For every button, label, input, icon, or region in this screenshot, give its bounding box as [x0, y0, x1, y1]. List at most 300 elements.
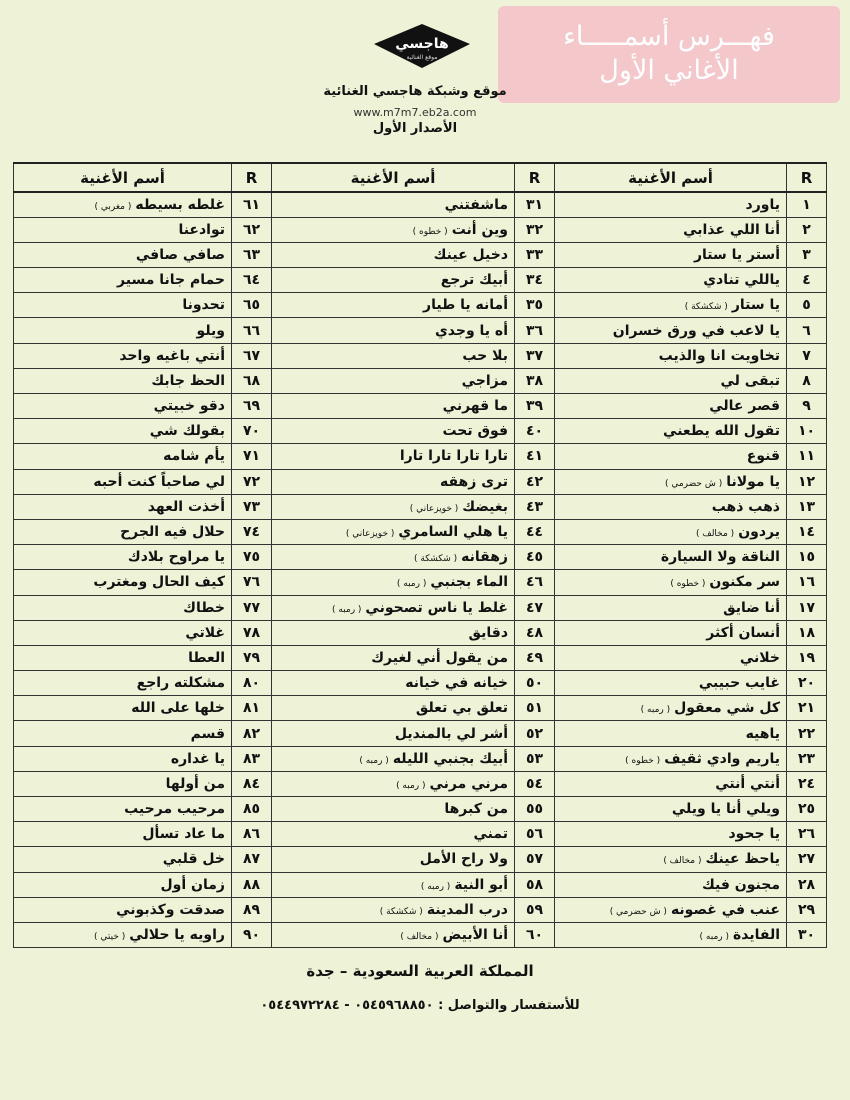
song-name: ولا راح الأمل — [419, 851, 508, 868]
song-name-cell — [272, 671, 515, 696]
song-number: ١٤ — [787, 519, 827, 544]
song-name: يا ستار — [731, 297, 780, 314]
song-name: صافي صافي — [135, 246, 225, 263]
song-name-cell — [555, 268, 787, 293]
song-name-cell — [272, 570, 515, 595]
song-name: غايب حبيبي — [698, 675, 780, 692]
song-name: مجنون فيك — [702, 876, 780, 893]
song-name-cell — [272, 847, 515, 872]
table-row — [14, 394, 827, 419]
song-name: ياهيه — [745, 725, 780, 742]
song-style-tag: ( مخالف ) — [663, 856, 702, 867]
song-name: فوق تحت — [442, 423, 508, 440]
song-name: خطاك — [183, 599, 225, 616]
song-name-cell — [555, 746, 787, 771]
song-number: ٢٥ — [787, 797, 827, 822]
song-style-tag: ( رمبه ) — [396, 780, 426, 791]
song-style-tag: ( شكشكة ) — [379, 906, 423, 917]
song-name-cell — [14, 217, 232, 242]
table-row — [14, 268, 827, 293]
site-url[interactable]: www.m7m7.eb2a.com — [353, 106, 477, 119]
song-name: أشر لي بالمنديل — [394, 725, 508, 742]
song-number: ٦ — [787, 318, 827, 343]
song-name: ترى زهقه — [439, 473, 508, 490]
song-number: ٦٢ — [232, 217, 272, 242]
site-logo — [372, 22, 472, 72]
song-name-cell — [272, 922, 515, 947]
song-number: ٢٧ — [787, 847, 827, 872]
song-name-cell — [555, 696, 787, 721]
table-row — [14, 494, 827, 519]
table-row — [14, 368, 827, 393]
song-number: ٦٧ — [232, 343, 272, 368]
table-row — [14, 570, 827, 595]
table-row — [14, 922, 827, 947]
song-name: يردون — [738, 524, 780, 541]
song-name: يا مولانا — [726, 473, 780, 490]
song-number: ٥٩ — [515, 897, 555, 922]
song-name: ويلي أنا يا ويلي — [671, 801, 780, 818]
table-row — [14, 771, 827, 796]
song-name-cell — [272, 444, 515, 469]
song-number: ٤ — [787, 268, 827, 293]
table-row — [14, 519, 827, 544]
song-name: ياحظ عينك — [705, 851, 780, 868]
song-name-cell — [14, 419, 232, 444]
song-style-tag: ( خويزعاني ) — [409, 503, 459, 514]
logo-subtext: موقع الغنائية — [406, 54, 438, 61]
song-number: ٦٣ — [232, 242, 272, 267]
song-name: الناقة ولا السيارة — [660, 549, 780, 566]
song-name: كل شي معقول — [674, 700, 780, 717]
song-number: ٢٣ — [787, 746, 827, 771]
table-row — [14, 444, 827, 469]
song-name-cell — [555, 192, 787, 217]
song-name-cell — [14, 394, 232, 419]
song-number: ٤٥ — [515, 545, 555, 570]
song-name-cell — [555, 318, 787, 343]
col-header-num: R — [515, 163, 555, 192]
song-number: ٥٠ — [515, 671, 555, 696]
song-number: ٤٢ — [515, 469, 555, 494]
song-name-cell — [555, 872, 787, 897]
song-name: من أولها — [165, 775, 225, 792]
song-name: أبيك ترجع — [440, 272, 508, 289]
song-number: ٥٥ — [515, 797, 555, 822]
song-name: قنوع — [746, 448, 780, 465]
song-name-cell — [14, 242, 232, 267]
song-number: ٩ — [787, 394, 827, 419]
song-number: ٧٩ — [232, 645, 272, 670]
song-name: حمام جانا مسير — [117, 272, 225, 289]
song-name-cell — [14, 293, 232, 318]
song-name-cell — [272, 797, 515, 822]
song-name: درب المدينة — [426, 901, 508, 918]
song-name: غلطه بسيطه — [135, 196, 225, 213]
song-name: ماشفتني — [444, 196, 508, 213]
song-name: أبيك بجنبي الليله — [392, 750, 508, 767]
table-row — [14, 847, 827, 872]
song-number: ٣٤ — [515, 268, 555, 293]
song-name: يا جحود — [728, 826, 780, 843]
song-style-tag: ( شكشكة ) — [684, 302, 728, 313]
song-name-cell — [272, 645, 515, 670]
song-name-cell — [555, 570, 787, 595]
song-style-tag: ( رمبه ) — [420, 881, 451, 892]
song-name-cell — [14, 721, 232, 746]
song-number: ٤٧ — [515, 595, 555, 620]
song-name: خيانه في خيانه — [405, 675, 508, 692]
song-style-tag: ( رمبه ) — [359, 755, 389, 766]
song-name: الحظ جابك — [151, 372, 225, 389]
song-name: أنا ضايق — [723, 599, 780, 616]
song-name-cell — [272, 469, 515, 494]
song-style-tag: ( رمبه ) — [640, 705, 671, 716]
song-number: ١٥ — [787, 545, 827, 570]
song-name: تخاويت انا والذيب — [658, 347, 780, 364]
song-number: ٤٠ — [515, 419, 555, 444]
song-style-tag: ( رمبه ) — [396, 579, 427, 590]
song-name-cell — [555, 645, 787, 670]
song-name-cell — [555, 721, 787, 746]
table-row — [14, 419, 827, 444]
song-number: ٥٣ — [515, 746, 555, 771]
song-number: ٦٤ — [232, 268, 272, 293]
song-name: ذهب ذهب — [711, 498, 780, 515]
song-name-cell — [14, 897, 232, 922]
song-number: ٧٠ — [232, 419, 272, 444]
song-name-cell — [272, 192, 515, 217]
song-number: ٦١ — [232, 192, 272, 217]
title-line-2: الأغاني الأول — [599, 55, 739, 86]
song-name-cell — [555, 595, 787, 620]
song-number: ٤٩ — [515, 645, 555, 670]
song-name: خل قلبي — [162, 851, 225, 868]
song-name: بلا حب — [462, 347, 508, 364]
song-name: زمان أول — [160, 876, 225, 893]
song-name-cell — [555, 545, 787, 570]
song-style-tag: ( خويزعاني ) — [345, 529, 395, 540]
song-name-cell — [272, 494, 515, 519]
song-style-tag: ( خطوه ) — [670, 579, 706, 590]
song-name-cell — [14, 696, 232, 721]
song-name: ما عاد تسأل — [142, 826, 225, 843]
song-number: ٨٢ — [232, 721, 272, 746]
song-name-cell — [14, 620, 232, 645]
song-name: ويلو — [196, 322, 225, 339]
song-style-tag: ( مخالف ) — [400, 932, 439, 943]
song-name-cell — [555, 419, 787, 444]
song-name-cell — [272, 318, 515, 343]
song-name-cell — [14, 771, 232, 796]
song-name-cell — [14, 645, 232, 670]
song-name-cell — [555, 394, 787, 419]
song-number: ٥٨ — [515, 872, 555, 897]
song-number: ٦٦ — [232, 318, 272, 343]
song-name: تارا تارا تارا تارا — [399, 448, 508, 465]
song-number: ٤٤ — [515, 519, 555, 544]
song-name-cell — [555, 897, 787, 922]
song-number: ٩٠ — [232, 922, 272, 947]
song-number: ٨٨ — [232, 872, 272, 897]
song-style-tag: ( ش حضرمي ) — [609, 906, 667, 917]
song-number: ٨٧ — [232, 847, 272, 872]
song-name: صدقت وكذبوني — [116, 901, 225, 918]
song-number: ٣٧ — [515, 343, 555, 368]
song-name: توادعنا — [178, 221, 225, 238]
song-number: ٤٨ — [515, 620, 555, 645]
song-name-cell — [14, 318, 232, 343]
table-row — [14, 242, 827, 267]
song-name-cell — [555, 469, 787, 494]
song-name: حلال فيه الجرح — [120, 524, 225, 541]
song-number: ٨٩ — [232, 897, 272, 922]
song-number: ٤١ — [515, 444, 555, 469]
song-name: تمني — [473, 826, 508, 843]
song-number: ٤٣ — [515, 494, 555, 519]
song-name: كيف الحال ومغترب — [93, 574, 225, 591]
song-number: ١٧ — [787, 595, 827, 620]
title-line-1: فهـــرس أسمـــــاء — [563, 21, 775, 52]
title-box — [498, 6, 840, 103]
song-name: يأم شامه — [163, 448, 225, 465]
song-style-tag: ( شكشكة ) — [414, 554, 458, 565]
song-name-cell — [555, 293, 787, 318]
song-name-cell — [272, 419, 515, 444]
song-name: من كبرها — [444, 801, 508, 818]
song-name: زهقانه — [461, 549, 508, 566]
song-number: ٥٦ — [515, 822, 555, 847]
table-row — [14, 696, 827, 721]
song-name-cell — [555, 771, 787, 796]
song-name: خلها على الله — [131, 700, 225, 717]
song-number: ٧٢ — [232, 469, 272, 494]
col-header-name: أسم الأغنية — [555, 163, 787, 192]
song-name-cell — [14, 872, 232, 897]
song-name: قصر عالي — [709, 398, 780, 415]
song-style-tag: ( خطوه ) — [625, 755, 661, 766]
song-name-cell — [14, 922, 232, 947]
song-number: ١٩ — [787, 645, 827, 670]
song-name-cell — [14, 343, 232, 368]
song-number: ٥١ — [515, 696, 555, 721]
song-name: من يقول أني لغيرك — [371, 649, 508, 666]
song-number: ٦٥ — [232, 293, 272, 318]
song-number: ٧٨ — [232, 620, 272, 645]
song-name-cell — [272, 721, 515, 746]
song-name: ياورد — [745, 196, 780, 213]
song-name-cell — [555, 242, 787, 267]
song-name: ياللي تنادي — [703, 272, 780, 289]
song-name-cell — [555, 922, 787, 947]
song-number: ٢٨ — [787, 872, 827, 897]
col-header-num: R — [787, 163, 827, 192]
song-name: أخذت العهد — [147, 498, 225, 515]
song-name: قسم — [190, 725, 225, 742]
song-number: ٣٦ — [515, 318, 555, 343]
song-name-cell — [14, 444, 232, 469]
song-name-cell — [272, 519, 515, 544]
song-number: ٣ — [787, 242, 827, 267]
song-number: ٢٤ — [787, 771, 827, 796]
song-name-cell — [555, 368, 787, 393]
song-number: ٧ — [787, 343, 827, 368]
song-name-cell — [14, 595, 232, 620]
song-number: ٧٥ — [232, 545, 272, 570]
song-name-cell — [14, 469, 232, 494]
song-number: ٢ — [787, 217, 827, 242]
table-row — [14, 469, 827, 494]
song-name: أنا اللي عذابي — [683, 221, 780, 238]
song-name: تحدونا — [182, 297, 225, 314]
song-number: ٤٦ — [515, 570, 555, 595]
song-name-cell — [14, 519, 232, 544]
song-name-cell — [272, 746, 515, 771]
table-header-row — [14, 163, 827, 192]
song-number: ١٢ — [787, 469, 827, 494]
table-row — [14, 192, 827, 217]
song-name: يا هلي السامري — [398, 524, 508, 541]
song-name: تعلق بي تعلق — [415, 700, 508, 717]
song-number: ٢١ — [787, 696, 827, 721]
song-name-cell — [14, 797, 232, 822]
song-name: لي صاحباً كنت أحبه — [93, 473, 225, 490]
song-name: العطا — [188, 649, 225, 666]
site-name: موقع وشبكة هاجسي الغنائية — [323, 84, 507, 99]
song-name: أنتي أنتي — [715, 775, 780, 792]
song-name-cell — [14, 268, 232, 293]
song-number: ٧١ — [232, 444, 272, 469]
song-number: ٥٢ — [515, 721, 555, 746]
table-row — [14, 645, 827, 670]
song-name-cell — [272, 394, 515, 419]
col-header-name: أسم الأغنية — [272, 163, 515, 192]
song-name-cell — [555, 797, 787, 822]
song-number: ٨٣ — [232, 746, 272, 771]
song-name-cell — [14, 746, 232, 771]
song-name: تبقى لي — [720, 372, 780, 389]
song-name: مشكلته راجع — [136, 675, 225, 692]
song-name: ما قهرني — [442, 398, 508, 415]
song-name-cell — [14, 822, 232, 847]
song-number: ٣٩ — [515, 394, 555, 419]
footer-location: المملكة العربية السعودية – جدة — [306, 962, 534, 980]
col-header-name: أسم الأغنية — [14, 163, 232, 192]
song-style-tag: ( ش حضرمي ) — [664, 478, 723, 489]
song-name-cell — [555, 343, 787, 368]
table-row — [14, 822, 827, 847]
song-name: أستر يا ستار — [693, 246, 780, 263]
table-row — [14, 872, 827, 897]
song-name: أبو النية — [454, 876, 508, 893]
song-name-cell — [272, 293, 515, 318]
song-name-cell — [555, 620, 787, 645]
song-number: ٦٠ — [515, 922, 555, 947]
song-style-tag: ( مغربي ) — [94, 201, 132, 212]
song-name-cell — [272, 217, 515, 242]
song-name-cell — [555, 519, 787, 544]
song-name-cell — [14, 192, 232, 217]
song-number: ٣٣ — [515, 242, 555, 267]
song-number: ٨٦ — [232, 822, 272, 847]
song-number: ١ — [787, 192, 827, 217]
song-name-cell — [272, 343, 515, 368]
song-name: دقايق — [468, 624, 508, 641]
song-name-cell — [272, 771, 515, 796]
song-name: دخيل عينك — [433, 246, 508, 263]
song-number: ٧٧ — [232, 595, 272, 620]
song-number: ٨ — [787, 368, 827, 393]
song-number: ٣٠ — [787, 922, 827, 947]
table-row — [14, 671, 827, 696]
logo-text: هاجسي — [395, 36, 449, 52]
table-row — [14, 797, 827, 822]
song-number: ٧٣ — [232, 494, 272, 519]
table-row — [14, 217, 827, 242]
song-name-cell — [272, 822, 515, 847]
song-number: ٣١ — [515, 192, 555, 217]
song-number: ٨٥ — [232, 797, 272, 822]
song-number: ١٦ — [787, 570, 827, 595]
song-number: ٣٥ — [515, 293, 555, 318]
song-number: ٧٦ — [232, 570, 272, 595]
song-number: ٦٨ — [232, 368, 272, 393]
song-number: ٢٠ — [787, 671, 827, 696]
song-number: ٢٦ — [787, 822, 827, 847]
song-style-tag: ( خطوه ) — [412, 226, 448, 237]
song-number: ١٠ — [787, 419, 827, 444]
song-name-cell — [272, 897, 515, 922]
song-name: أه يا وجدي — [434, 322, 508, 339]
song-name-cell — [555, 217, 787, 242]
table-row — [14, 721, 827, 746]
song-name: بقولك شي — [149, 423, 225, 440]
song-name-cell — [555, 494, 787, 519]
song-name-cell — [14, 570, 232, 595]
table-row — [14, 595, 827, 620]
song-name: الماء بجنبي — [430, 574, 508, 591]
col-header-num: R — [232, 163, 272, 192]
song-name-cell — [555, 822, 787, 847]
song-number: ٥ — [787, 293, 827, 318]
song-name: غلط يا ناس تصحوني — [365, 599, 508, 616]
table-row — [14, 545, 827, 570]
song-name: دقو خبيتي — [153, 398, 225, 415]
song-style-tag: ( خيتي ) — [94, 932, 126, 943]
song-number: ٢٢ — [787, 721, 827, 746]
song-name: راويه يا حلالي — [129, 927, 225, 944]
song-number: ٧٤ — [232, 519, 272, 544]
song-number: ١٨ — [787, 620, 827, 645]
song-number: ٦٩ — [232, 394, 272, 419]
song-number: ٢٩ — [787, 897, 827, 922]
song-name: يا مراوح بلادك — [127, 549, 225, 566]
table-row — [14, 897, 827, 922]
song-name-cell — [272, 872, 515, 897]
song-name-cell — [272, 368, 515, 393]
songs-table — [13, 162, 827, 948]
song-name-cell — [272, 545, 515, 570]
song-number: ٨٠ — [232, 671, 272, 696]
song-name: ياريم وادي ثقيف — [664, 750, 780, 767]
table-row — [14, 293, 827, 318]
song-number: ٨٤ — [232, 771, 272, 796]
footer-contact: للأستفسار والتواصل : ٠٥٤٥٩٦٨٨٥٠ - ٠٥٤٤٩٧٢٢٨٤ — [260, 998, 580, 1013]
song-name: مزاجي — [461, 372, 508, 389]
song-name: يا غداره — [170, 750, 225, 767]
song-name-cell — [14, 545, 232, 570]
edition-label: الأصدار الأول — [372, 121, 458, 136]
